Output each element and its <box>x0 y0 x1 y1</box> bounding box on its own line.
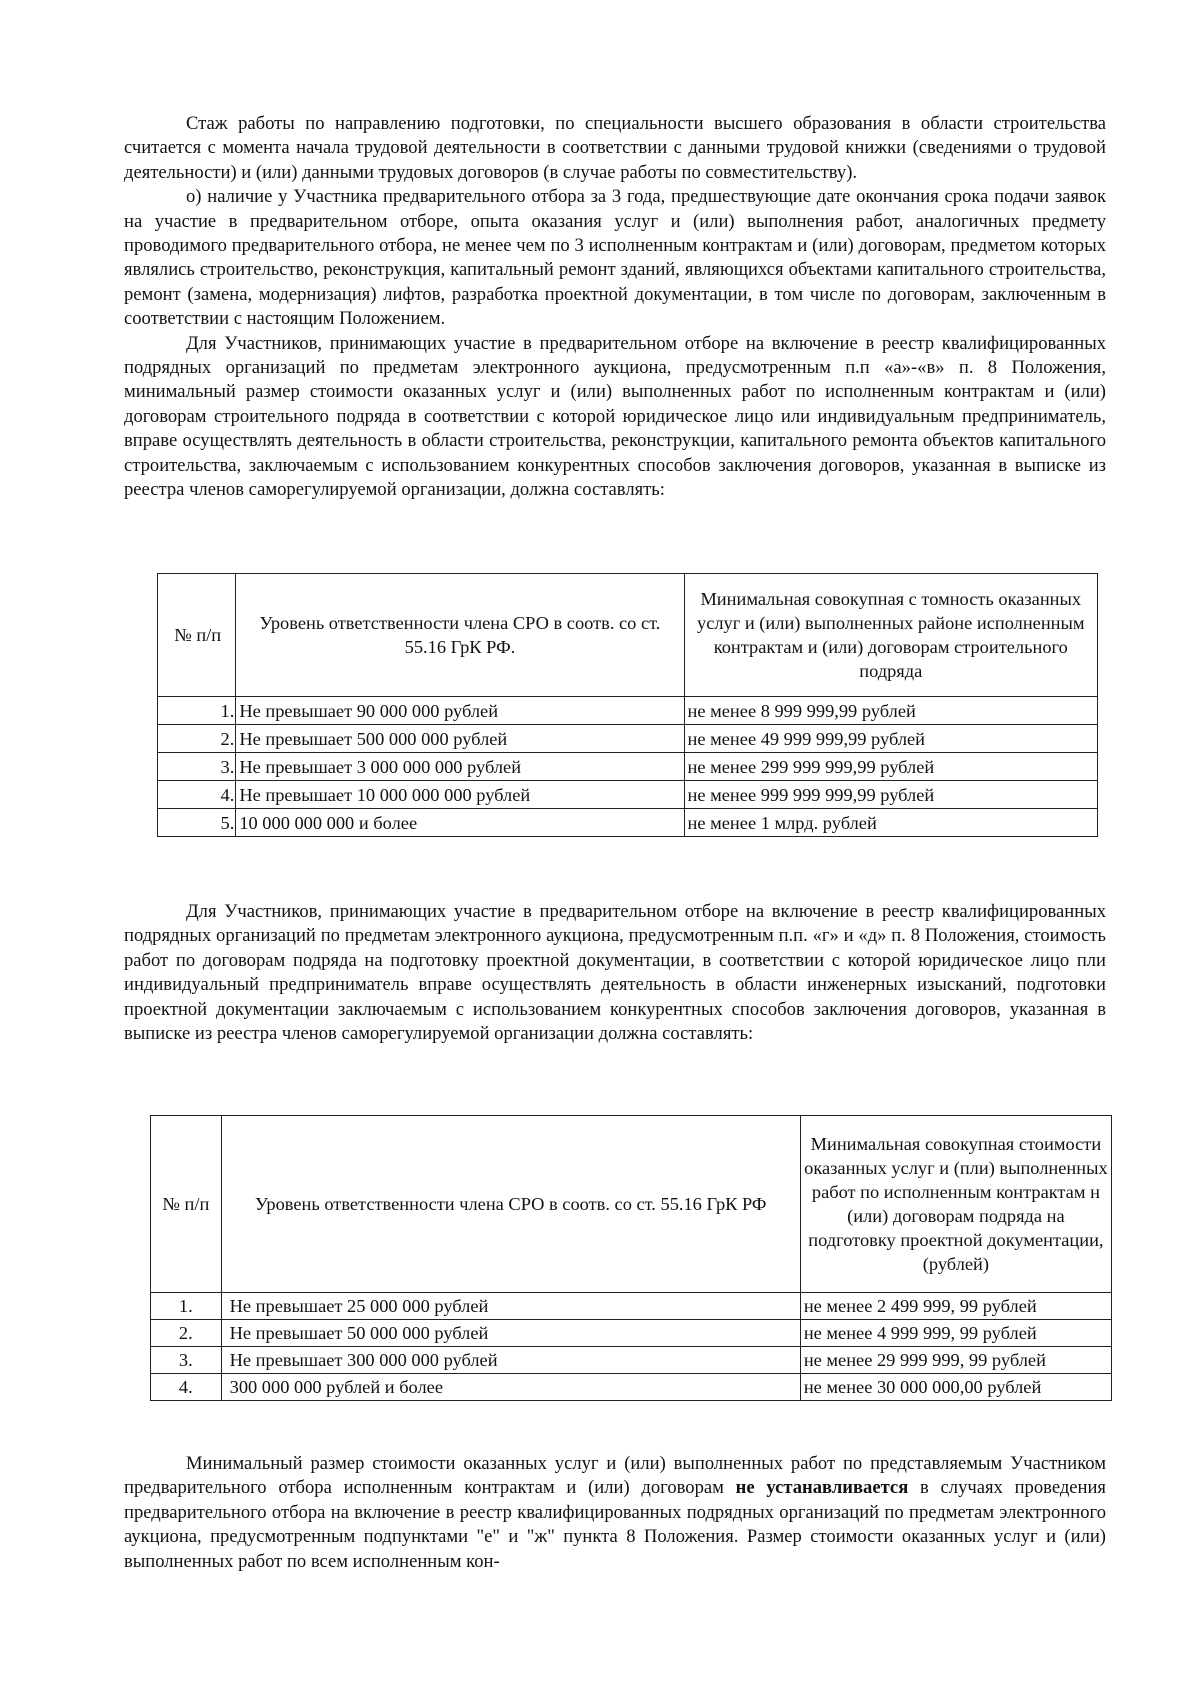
intro-text-block <box>124 112 1106 503</box>
row-min-cost: не менее 30 000 000,00 рублей <box>800 1374 1111 1401</box>
row-num: 1. <box>158 697 236 725</box>
table-row <box>158 753 1098 781</box>
table-row <box>151 1374 1112 1401</box>
row-num: 3. <box>151 1347 222 1374</box>
table-row <box>158 781 1098 809</box>
row-level: Не превышает 25 000 000 рублей <box>221 1293 800 1320</box>
table-row <box>151 1320 1112 1347</box>
row-min-cost: не менее 29 999 999, 99 рублей <box>800 1347 1111 1374</box>
design-text-block <box>124 900 1106 1046</box>
closing-text-block <box>124 1452 1106 1574</box>
row-level: Не превышает 90 000 000 рублей <box>236 697 684 725</box>
table-row <box>151 1293 1112 1320</box>
row-min-cost: не менее 49 999 999,99 рублей <box>684 725 1097 753</box>
construction-cost-table <box>157 573 1098 837</box>
row-min-cost: не менее 999 999 999,99 рублей <box>684 781 1097 809</box>
header-num: № п/п <box>151 1116 222 1293</box>
row-min-cost: не менее 1 млрд. рублей <box>684 809 1097 837</box>
table-header-row <box>151 1116 1112 1293</box>
table-row <box>158 697 1098 725</box>
header-min-cost: Минимальная совокупная с томность оказанных услуг и (или) выполненных районе исполненным контрактам и (или) договорам строительного подряда <box>684 574 1097 697</box>
design-cost-table <box>150 1115 1112 1401</box>
row-min-cost: не менее 8 999 999,99 рублей <box>684 697 1097 725</box>
row-min-cost: не менее 2 499 999, 99 рублей <box>800 1293 1111 1320</box>
row-num: 2. <box>158 725 236 753</box>
row-level: Не превышает 300 000 000 рублей <box>221 1347 800 1374</box>
paragraph-not-established <box>124 1452 1106 1574</box>
paragraph-design-requirement: Для Участников, принимающих участие в предварительном отборе на включение в реестр квалифицированных подрядных организаций по предметам электронного аукциона, предусмотренным п.п. «г» и «д» п. 8 Положения, стоимость работ по договорам подряда на подготовку проектной документации, в соответствии с которой юридическое лицо пли индивидуальный предприниматель вправе осуществлять деятельность в области инженерных изысканий, подготовки проектной документации заключаемым с использованием конкурентных способов заключения договоров, указанная в выписке из реестра членов саморегулируемой организации должна составлять: <box>124 901 1106 1045</box>
paragraph-construction-requirement: Для Участников, принимающих участие в предварительном отборе на включение в реестр квалифицированных подрядных организаций по предметам электронного аукциона, предусмотренным п.п «а»-«в» п. 8 Положения, минимальный размер стоимости оказанных услуг и (или) выполненных работ по исполненным контрактам и (или) договорам строительного подряда в соответствии с которой юридическое лицо или индивидуальным предприниматель, вправе осуществлять деятельность в области строительства, реконструкции, капитального ремонта объектов капитального строительства, заключаемым с использованием конкурентных способов заключения договоров, указанная в выписке из реестра членов саморегулируемой организации, должна составлять: <box>124 332 1106 501</box>
row-num: 4. <box>158 781 236 809</box>
row-level: 300 000 000 рублей и более <box>221 1374 800 1401</box>
row-level: Не превышает 3 000 000 000 рублей <box>236 753 684 781</box>
paragraph-item-o: о) наличие у Участника предварительного отбора за 3 года, предшествующие дате окончания срока подачи заявок на участие в предварительном отборе, опыта оказания услуг и (или) выполнения работ, аналогичных предмету проводимого предварительного отбора, не менее чем по 3 исполненным контрактам и (или) договорам, предметом которых являлись строительство, реконструкция, капитальный ремонт зданий, являющихся объектами капитального строительства, ремонт (замена, модернизация) лифтов, разработка проектной документации, в том числе по договорам, заключенным в соответствии с настоящим Положением. <box>124 186 1106 330</box>
emphasis-not-established: не устанавливается <box>735 1477 909 1499</box>
table-header-row <box>158 574 1098 697</box>
table-row <box>158 809 1098 837</box>
header-num: № п/п <box>158 574 236 697</box>
row-level: 10 000 000 000 и более <box>236 809 684 837</box>
table-row <box>151 1347 1112 1374</box>
row-level: Не превышает 50 000 000 рублей <box>221 1320 800 1347</box>
paragraph-experience: Стаж работы по направлению подготовки, по специальности высшего образования в области строительства считается с момента начала трудовой деятельности в соответствии с данными трудовой книжки (сведениями о трудовой деятельности) и (или) данными трудовых договоров (в случае работы по совместительству). <box>124 113 1106 183</box>
row-num: 4. <box>151 1374 222 1401</box>
paragraph-part-1: Минимальный размер стоимости оказанных услуг и (или) выполненных работ по представляемым Участником предварительного отбора исполненным контрактам и (или) договорам <box>124 1453 1106 1499</box>
row-num: 5. <box>158 809 236 837</box>
row-num: 1. <box>151 1293 222 1320</box>
row-min-cost: не менее 4 999 999, 99 рублей <box>800 1320 1111 1347</box>
paragraph-part-2: в случаях проведения предварительного отбора на включение в реестр квалифицированных подрядных организаций по предметам электронного аукциона, предусмотренным подпунктами "е" и "ж" пункта 8 Положения. Размер стоимости оказанных услуг и (или) выполненных работ по всем исполненным кон- <box>124 1477 1106 1572</box>
table-row <box>158 725 1098 753</box>
header-level: Уровень ответственности члена СРО в соотв. со ст. 55.16 ГрК РФ. <box>236 574 684 697</box>
row-level: Не превышает 500 000 000 рублей <box>236 725 684 753</box>
row-num: 2. <box>151 1320 222 1347</box>
row-num: 3. <box>158 753 236 781</box>
header-min-cost: Минимальная совокупная стоимости оказанных услуг и (пли) выполненных работ по исполненным контрактам н (или) договорам подряда на подготовку проектной документации, (рублей) <box>800 1116 1111 1293</box>
row-min-cost: не менее 299 999 999,99 рублей <box>684 753 1097 781</box>
row-level: Не превышает 10 000 000 000 рублей <box>236 781 684 809</box>
header-level: Уровень ответственности члена СРО в соотв. со ст. 55.16 ГрК РФ <box>221 1116 800 1293</box>
